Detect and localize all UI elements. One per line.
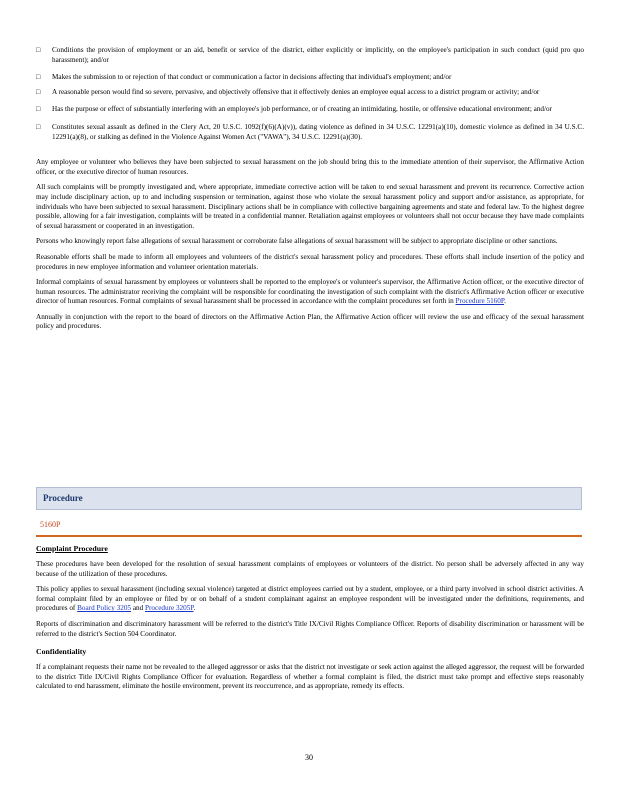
paragraph-informal-complaints (36, 278, 584, 307)
procedure-title: Procedure (43, 493, 83, 503)
paragraph-inform-employees: Reasonable efforts shall be made to inform all employees and volunteers of the district's sexual harassment policy and procedures. These efforts shall include insertion of the policy and procedures in new employee information and volunteer orientation materials. (36, 252, 584, 271)
paragraph-procedure-purpose: These procedures have been developed for the resolution of sexual harassment complaints of employees or volunteers of the district. No person shall be adversely affected in any way because of the utilization of these procedures. (36, 560, 584, 578)
list-item (36, 88, 584, 98)
board-policy-3205-link[interactable]: Board Policy 3205 (77, 604, 132, 613)
list-item-text: Makes the submission to or rejection of that conduct or communication a factor in decisions affecting that individual's employment; and/or (52, 73, 452, 82)
conditions-list (36, 46, 584, 142)
list-item-text: Has the purpose or effect of substantially interfering with an employee's job performance, or of creating an intimidating, hostile, or offensive educational environment; and/or (52, 105, 553, 114)
policy-text-block (36, 46, 584, 332)
paragraph-confidentiality: If a complainant requests their name not be revealed to the alleged aggressor or asks that the district not investigate or seek action against the alleged aggressor, the request will be forwarded to the district Title IX/Civil Rights Compliance Officer for evaluation. Regardless of whether a formal complaint is filed, the district must take prompt and effective steps reasonably calculated to end harassment, eliminate the hostile environment, prevent its reoccurrence, and as appropriate, remedy its effects. (36, 663, 584, 691)
checkbox-bullet-icon: □ (36, 122, 41, 131)
procedure-5160p-link[interactable]: Procedure 5160P (455, 297, 505, 306)
procedure-3205p-link[interactable]: Procedure 3205P (145, 604, 194, 613)
paragraph-annual-review: Annually in conjunction with the report to the board of directors on the Affirmative Action Plan, the Affirmative Action officer will review the use and efficacy of the sexual harassment policy and procedures. (36, 312, 584, 331)
paragraph-text: This policy applies to sexual harassment (including sexual violence) targeted at district employees carried out by a student, employee, or a third party involved in school district activities. A formal complaint filed by an employee or filed by or on behalf of a student complainant against an employee respondent will be investigated under the definitions, requirements, and procedures of (36, 585, 584, 613)
paragraph-corrective-action: All such complaints will be promptly investigated and, where appropriate, immediate corrective action will be taken to end sexual harassment and prevent its recurrence. Corrective action may include disciplinary action, up to and including suspension or termination, against those who violate the sexual harassment policy and support and/or assistance, as appropriate, for individuals who have been subjected to sexual harassment. Disciplinary actions shall be in compliance with collective bargaining agreements and state and federal law. To the highest degree possible, allowing for a fair investigation, complaints will be treated in a confidential manner. Retaliation against employees or volunteers shall not occur because they have made complaints of sexual harassment or cooperated in an investigation. (36, 183, 584, 230)
list-item (36, 46, 584, 65)
paragraph-text: . (504, 297, 506, 306)
procedure-code: 5160P (40, 520, 61, 529)
paragraph-report-harassment: Any employee or volunteer who believes they have been subjected to sexual harassment on the job should bring this to the immediate attention of their supervisor, the Affirmative Action officer, or the executive director of human resources. (36, 158, 584, 176)
paragraph-referrals: Reports of discrimination and discriminatory harassment will be referred to the district's Title IX/Civil Rights Compliance Officer. Reports of disability discrimination or harassment will be referred to the district's Section 504 Coordinator. (36, 619, 584, 638)
complaint-procedure-heading: Complaint Procedure (36, 544, 108, 553)
list-item (36, 105, 584, 115)
paragraph-text: Informal complaints of sexual harassment by employees or volunteers shall be reported to the employee's or volunteer's supervisor, the Affirmative Action officer, or the executive director of human resources. The administrator receiving the complaint will be responsible for coordinating the investigation of such complaint with the district's Affirmative Action officer or executive director of human resources. Formal complaints of sexual harassment shall be processed in accordance with the complaint procedures set forth in (36, 278, 584, 306)
list-item-text: Conditions the provision of employment or an aid, benefit or service of the district, either explicitly or implicitly, on the employee's participation in such conduct (quid pro quo harassment); and/or (52, 46, 584, 64)
checkbox-bullet-icon: □ (36, 73, 41, 82)
page-number: 30 (305, 753, 313, 762)
confidentiality-heading: Confidentiality (36, 647, 87, 657)
paragraph-false-allegations: Persons who knowingly report false allegations of sexual harassment or corroborate false allegations of sexual harassment will be subject to appropriate discipline or other sanctions. (36, 237, 558, 246)
list-item-text: Constitutes sexual assault as defined in the Clery Act, 20 U.S.C. 1092(f)(6)(A)(v)), dating violence as defined in 34 U.S.C. 12291(a)(10), domestic violence as defined in 34 U.S.C. 12291(a)(8), or stalking as defined in the Violence Against Women Act ("VAWA"), 34 U.S.C. 12291(a)(30). (52, 122, 584, 141)
checkbox-bullet-icon: □ (36, 105, 41, 114)
procedure-section (36, 544, 584, 692)
checkbox-bullet-icon: □ (36, 87, 41, 96)
procedure-header-bar (36, 487, 582, 510)
paragraph-policy-applies (36, 585, 584, 614)
list-item-text: A reasonable person would find so severe, pervasive, and objectively offensive that it effectively denies an employee equal access to a district program or activity; and/or (52, 87, 540, 96)
checkbox-bullet-icon: □ (36, 46, 41, 54)
divider (36, 535, 582, 537)
list-item (36, 73, 584, 83)
paragraph-text: . (193, 604, 196, 613)
paragraph-text: and (132, 604, 144, 613)
list-item (36, 123, 584, 142)
